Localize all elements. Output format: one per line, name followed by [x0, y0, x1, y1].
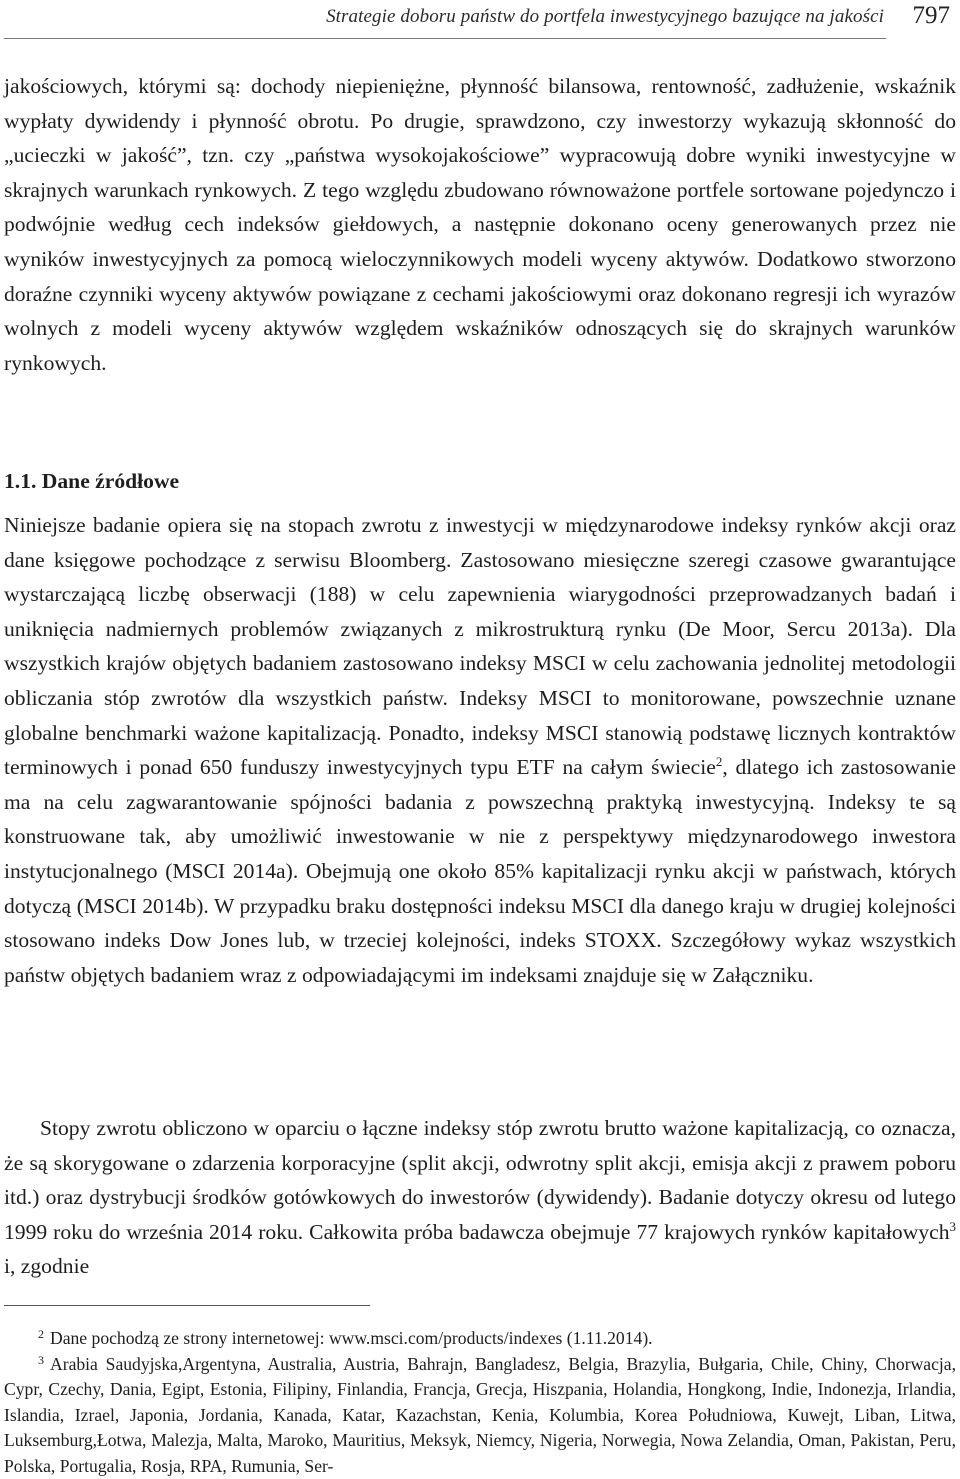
- footnote-ref-3: 3: [949, 1218, 956, 1234]
- section-heading: 1.1. Dane źródłowe: [4, 469, 180, 493]
- footnote-separator: [4, 1305, 370, 1306]
- page-number: 797: [912, 2, 950, 29]
- body-paragraph-1: jakościowych, którymi są: dochody niepieniężne, płynność bilansowa, rentowność, zadłużenie, wskaźnik wypłaty dywidendy i płynność obrotu. Po drugie, sprawdzono, czy inwestorzy wykazują skłonność do „ucieczki w jakość”, tzn. czy „państwa wysokojakościowe” wypracowują dobre wyniki inwestycyjne w skrajnych warunkach rynkowych. Z tego względu zbudowano równoważone portfele sortowane pojedynczo i podwójnie według cech indeksów giełdowych, a następnie dokonano oceny generowanych przez nie wyników inwestycyjnych za pomocą wieloczynnikowych modeli wyceny aktywów. Dodatkowo stworzono doraźne czynniki wyceny aktywów powiązane z cechami jakościowymi oraz dokonano regresji ich wyrazów wolnych z modeli wyceny aktywów względem wskaźników odnoszących się do skrajnych warunków rynkowych.: [4, 74, 956, 375]
- body-paragraph-2: [4, 508, 956, 992]
- paragraph-3-text-a: Stopy zwrotu obliczono w oparciu o łączne indeksy stóp zwrotu brutto ważone kapitalizacją, co oznacza, że są skorygowane o zdarzenia korporacyjne (split akcji, odwrotny split akcji, emisja akcji z prawem poboru itd.) oraz dystrybucji środków gotówkowych do inwestorów (dywidendy). Badanie dotyczy okresu od lutego 1999 roku do września 2014 roku. Całkowita próba badawcza obejmuje 77 krajowych rynków kapitałowych: [4, 1116, 956, 1244]
- paragraph-2-text-b: , dlatego ich zastosowanie ma na celu zagwarantowanie spójności badania z powszechną praktyką inwestycyjną. Indeksy te są konstruowane tak, aby umożliwić inwestowanie w nie z perspektywy międzynarodowego inwestora instytucjonalnego (MSCI 2014a). Obejmują one około 85% kapitalizacji rynku akcji w państwach, których dotyczą (MSCI 2014b). W przypadku braku dostępności indeksu MSCI dla danego kraju w drugiej kolejności stosowano indeks Dow Jones lub, w trzeciej kolejności, indeks STOXX. Szczegółowy wykaz wszystkich państw objętych badaniem wraz z odpowiadającymi im indeksami znajduje się w Załączniku.: [4, 755, 956, 987]
- footnote-2-text: Dane pochodzą ze strony internetowej: www.msci.com/products/indexes (1.11.2014).: [50, 1328, 653, 1348]
- body-paragraph-3: [4, 1111, 956, 1284]
- footnote-3: [4, 1352, 956, 1479]
- running-title: Strategie doboru państw do portfela inwestycyjnego bazujące na jakości: [326, 6, 884, 27]
- footnote-3-text: Arabia Saudyjska,Argentyna, Australia, Austria, Bahrajn, Bangladesz, Belgia, Brazylia, Bułgaria, Chile, Chiny, Chorwacja, Cypr, Czechy, Dania, Egipt, Estonia, Filipiny, Finlandia, Francja, Grecja, Hiszpania, Holandia, Hongkong, Indie, Indonezja, Irlandia, Islandia, Izrael, Japonia, Jordania, Kanada, Katar, Kazachstan, Kenia, Kolumbia, Korea Południowa, Kuwejt, Liban, Litwa, Luksemburg,Łotwa, Malezja, Malta, Maroko, Mauritius, Meksyk, Niemcy, Nigeria, Norwegia, Nowa Zelandia, Oman, Pakistan, Peru, Polska, Portugalia, Rosja, RPA, Rumunia, Ser-: [4, 1354, 956, 1476]
- footnote-ref-2: 2: [715, 754, 723, 770]
- footnote-2-mark: 2: [38, 1327, 44, 1341]
- footnote-2: [4, 1326, 956, 1351]
- footnote-3-mark: 3: [38, 1353, 44, 1367]
- paragraph-2-text-a: Niniejsze badanie opiera się na stopach zwrotu z inwestycji w międzynarodowe indeksy rynków akcji oraz dane księgowe pochodzące z serwisu Bloomberg. Zastosowano miesięczne szeregi czasowe gwarantujące wystarczającą liczbę obserwacji (188) w celu zapewnienia wiarygodności przeprowadzanych badań i uniknięcia nadmiernych problemów związanych z mikrostrukturą rynku (De Moor, Sercu 2013a). Dla wszystkich krajów objętych badaniem zastosowano indeksy MSCI w celu zachowania jednolitej metodologii obliczania stóp zwrotów dla wszystkich państw. Indeksy MSCI to monitorowane, powszechnie uznane globalne benchmarki ważone kapitalizacją. Ponadto, indeksy MSCI stanowią podstawę licznych kontraktów terminowych i ponad 650 funduszy inwestycyjnych typu ETF na całym świecie: [4, 513, 956, 780]
- paragraph-3-text-b: i, zgodnie: [4, 1254, 90, 1279]
- header-rule: [4, 38, 886, 39]
- running-header: [4, 2, 956, 36]
